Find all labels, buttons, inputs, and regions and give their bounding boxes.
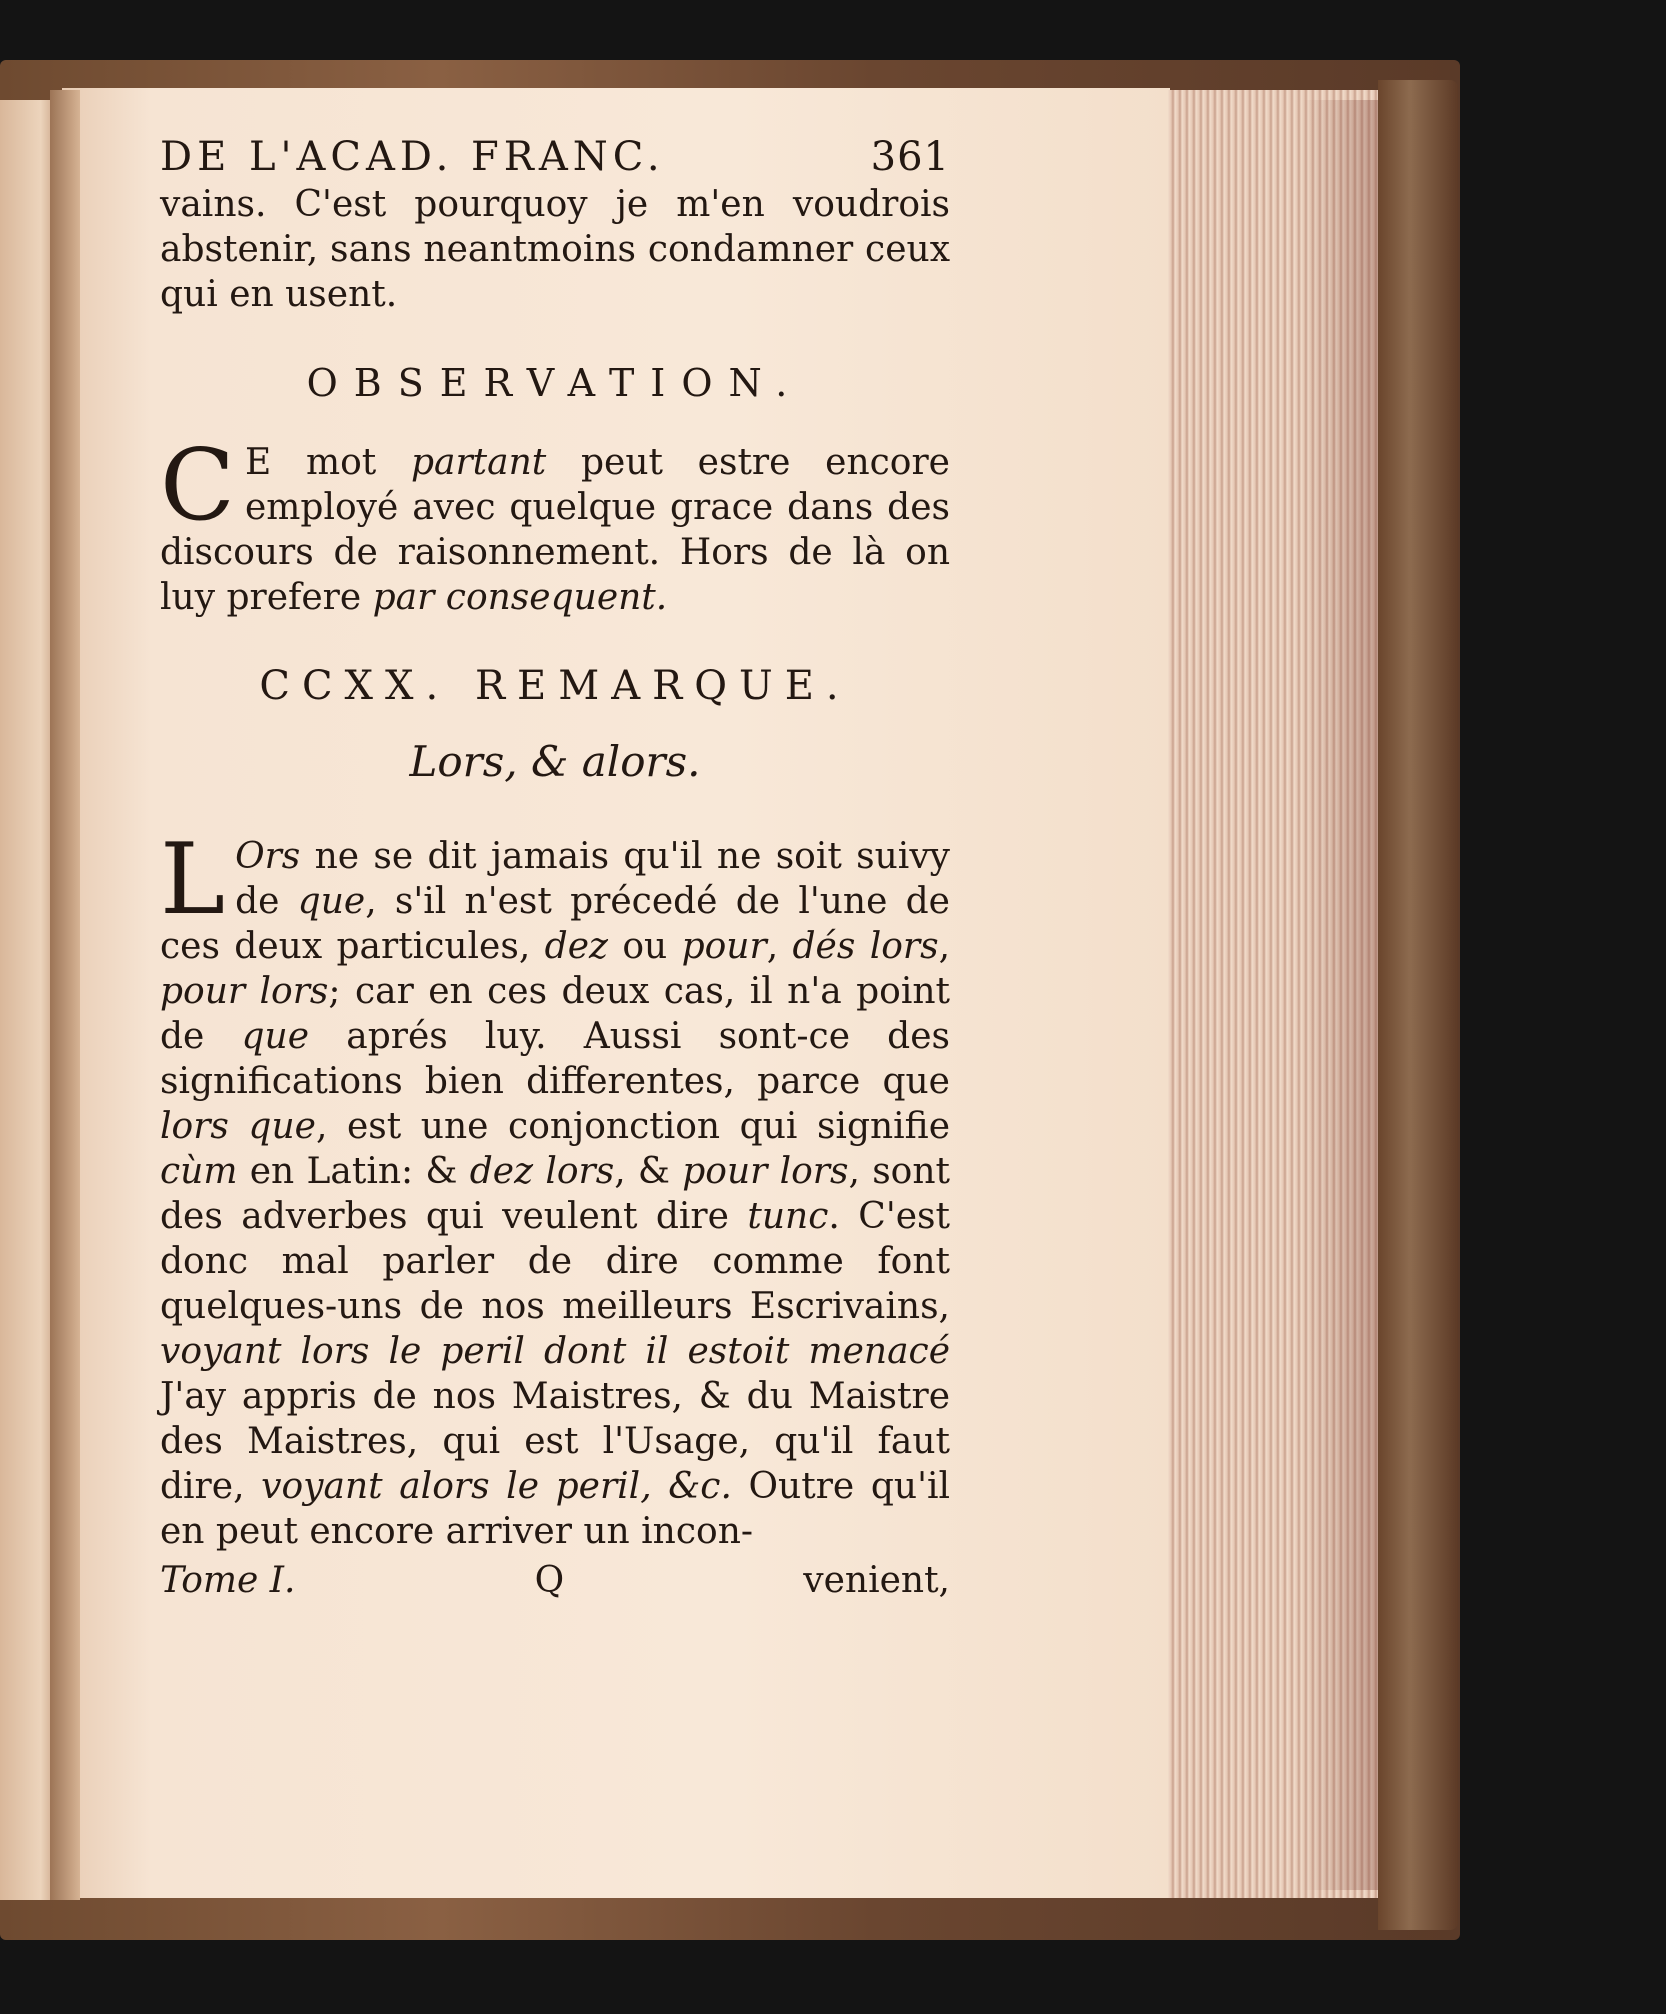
page-number: 361 bbox=[870, 134, 950, 180]
running-header bbox=[160, 135, 950, 180]
remark-subtitle: Lors, & alors. bbox=[409, 737, 701, 786]
book-spine bbox=[1378, 80, 1458, 1930]
gutter-shadow bbox=[50, 90, 80, 1900]
observation-heading: OBSERVATION. bbox=[306, 361, 804, 405]
running-title: DE L'ACAD. FRANC. bbox=[160, 134, 665, 180]
volume-label: Tome I. bbox=[160, 1560, 296, 1601]
catchword: venient, bbox=[803, 1560, 950, 1601]
remark-dropcap: L bbox=[160, 823, 226, 937]
remark-paragraph: L Ors ne se dit jamais qu'il ne soit suivy de que, s'il n'est précedé de l'une de ces deux particules, dez ou pour, dés lors, pour lors; car en ces deux cas, il n'a point de que aprés luy. Aussi sont-ce des significations bien differentes, parce que lors que, est une conjonction qui signifie cùm en Latin: & dez lors, & pour lors, sont des adverbes qui veulent dire tunc. C'est donc mal parler de dire comme font quelques-uns de nos meilleurs Escrivains, voyant lors le peril dont il estoit menacé J'ay appris de nos Maistres, & du Maistre des Maistres, qui est l'Usage, qu'il faut dire, voyant alors le peril, &c. Outre qu'il en peut encore arriver un incon- bbox=[160, 823, 951, 1552]
remark-heading: CCXX. REMARQUE. bbox=[259, 663, 851, 709]
observation-paragraph: C E mot partant peut estre encore employé avec quelque grace dans des discours de raisonnement. Hors de là on luy prefere par consequent. bbox=[160, 429, 950, 618]
signature-mark: Q bbox=[534, 1560, 565, 1601]
page-text bbox=[160, 135, 950, 1603]
page-footer bbox=[160, 1558, 950, 1603]
page-edges-shade bbox=[1300, 100, 1380, 1890]
continuation-paragraph: vains. C'est pourquoy je m'en voudrois abstenir, sans neantmoins condamner ceux qui en usent. bbox=[160, 184, 950, 315]
observation-dropcap: C bbox=[160, 429, 235, 543]
